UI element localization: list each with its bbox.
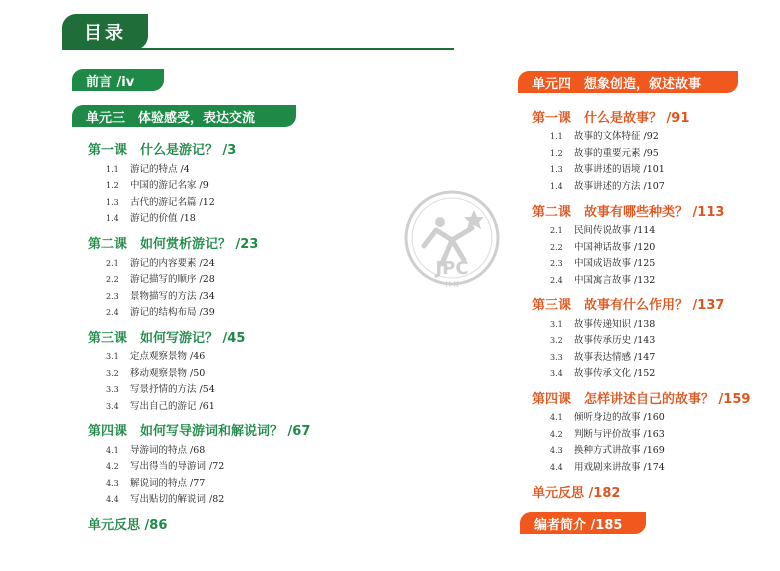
toc-item[interactable]: 2.1 游记的内容要素 /24 (106, 258, 215, 269)
toc-item[interactable]: 1.4 故事讲述的方法 /107 (550, 181, 665, 192)
toc-item[interactable]: 3.1 定点观察景物 /46 (106, 351, 206, 362)
toc-item[interactable]: 4.2 写出得当的导游词 /72 (106, 461, 225, 472)
toc-item[interactable]: 1.2 故事的重要元素 /95 (550, 148, 659, 159)
watermark-subtext: H K (445, 280, 459, 289)
toc-item[interactable]: 2.3 景物描写的方法 /34 (106, 291, 215, 302)
lesson-heading[interactable]: 第一课 什么是故事？ /91 (532, 111, 690, 126)
jpc-watermark-logo (402, 190, 502, 305)
toc-title: 目录 (62, 14, 148, 50)
unit-four-heading[interactable]: 单元四 想象创造，叙述故事 (518, 71, 738, 93)
toc-item[interactable]: 4.1 倾听身边的故事 /160 (550, 412, 665, 423)
toc-item[interactable]: 4.1 导游词的特点 /68 (106, 445, 206, 456)
toc-item[interactable]: 2.2 游记描写的顺序 /28 (106, 274, 215, 285)
watermark-text: JPC (435, 258, 469, 279)
toc-item[interactable]: 4.4 写出贴切的解说词 /82 (106, 494, 225, 505)
lesson-heading[interactable]: 第二课 故事有哪些种类？ /113 (532, 205, 725, 220)
toc-item[interactable]: 1.4 游记的价值 /18 (106, 213, 196, 224)
toc-item[interactable]: 2.4 中国寓言故事 /132 (550, 275, 656, 286)
toc-item[interactable]: 3.2 故事传承历史 /143 (550, 335, 656, 346)
lesson-heading[interactable]: 第四课 怎样讲述自己的故事？ /159 (532, 392, 751, 407)
toc-item[interactable]: 4.2 判断与评价故事 /163 (550, 429, 665, 440)
toc-item[interactable]: 1.3 故事讲述的语境 /101 (550, 164, 665, 175)
toc-item[interactable]: 4.3 换种方式讲故事 /169 (550, 445, 665, 456)
unit-review-link[interactable]: 单元反思 /182 (532, 486, 621, 501)
toc-item[interactable]: 3.4 故事传承文化 /152 (550, 368, 656, 379)
toc-item[interactable]: 1.2 中国的游记名家 /9 (106, 180, 209, 191)
lesson-heading[interactable]: 第三课 如何写游记？ /45 (88, 331, 246, 346)
lesson-heading[interactable]: 第三课 故事有什么作用？ /137 (532, 298, 725, 313)
unit-three-heading[interactable]: 单元三 体验感受，表达交流 (72, 105, 296, 127)
lesson-heading[interactable]: 第一课 什么是游记？ /3 (88, 143, 237, 158)
preface-link[interactable]: 前言 /iv (72, 69, 164, 91)
toc-item[interactable]: 3.4 写出自己的游记 /61 (106, 401, 215, 412)
toc-item[interactable]: 3.3 故事表达情感 /147 (550, 352, 656, 363)
toc-item[interactable]: 3.1 故事传递知识 /138 (550, 319, 656, 330)
lesson-heading[interactable]: 第四课 如何写导游词和解说词？ /67 (88, 424, 311, 439)
toc-item[interactable]: 2.2 中国神话故事 /120 (550, 242, 656, 253)
toc-item[interactable]: 2.3 中国成语故事 /125 (550, 258, 656, 269)
unit-review-link[interactable]: 单元反思 /86 (88, 518, 168, 533)
toc-item[interactable]: 2.1 民间传说故事 /114 (550, 225, 656, 236)
toc-item[interactable]: 2.4 游记的结构布局 /39 (106, 307, 215, 318)
toc-item[interactable]: 4.3 解说词的特点 /77 (106, 478, 206, 489)
editor-intro-link[interactable]: 编者简介 /185 (520, 512, 646, 534)
toc-item[interactable]: 1.1 游记的特点 /4 (106, 164, 190, 175)
toc-item[interactable]: 3.2 移动观察景物 /50 (106, 368, 206, 379)
toc-item[interactable]: 1.1 故事的文体特征 /92 (550, 131, 659, 142)
toc-item[interactable]: 1.3 古代的游记名篇 /12 (106, 197, 215, 208)
lesson-heading[interactable]: 第二课 如何赏析游记？ /23 (88, 237, 259, 252)
title-divider (62, 48, 454, 50)
toc-item[interactable]: 4.4 用戏剧来讲故事 /174 (550, 462, 665, 473)
toc-item[interactable]: 3.3 写景抒情的方法 /54 (106, 384, 215, 395)
